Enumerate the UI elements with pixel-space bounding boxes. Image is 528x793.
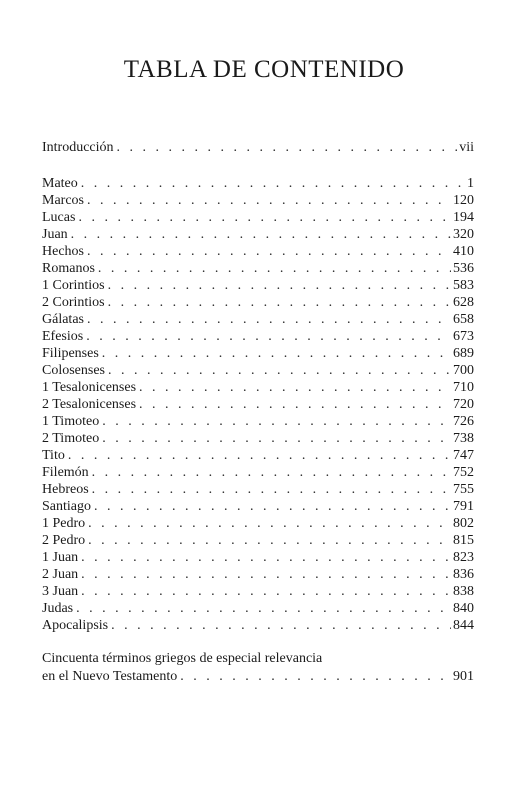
toc-entry-label: Apocalipsis <box>42 618 109 633</box>
toc-entry <box>42 379 474 396</box>
dot-leader <box>91 498 451 515</box>
dot-leader <box>105 362 451 379</box>
toc-entry-page: 844 <box>453 618 474 633</box>
toc-entry-page: 700 <box>453 363 474 378</box>
dot-leader <box>99 345 451 362</box>
toc-entry-introduccion <box>42 139 474 156</box>
toc-entry-page: 747 <box>453 448 474 463</box>
dot-leader <box>73 600 451 617</box>
toc-entry-label: Juan <box>42 227 68 242</box>
toc-entry-appendix <box>42 668 474 685</box>
toc-entry-page: 840 <box>453 601 474 616</box>
dot-leader <box>84 192 451 209</box>
dot-leader <box>108 617 451 634</box>
dot-leader <box>85 532 451 549</box>
toc-entry-label: Santiago <box>42 499 91 514</box>
appendix-title-line2: en el Nuevo Testamento <box>42 669 178 684</box>
toc-entry-label: Romanos <box>42 261 95 276</box>
dot-leader <box>105 277 451 294</box>
toc-entry <box>42 311 474 328</box>
dot-leader <box>95 260 451 277</box>
dot-leader <box>68 226 451 243</box>
toc-entry-page: 320 <box>453 227 474 242</box>
toc-entry <box>42 515 474 532</box>
toc-entry <box>42 396 474 413</box>
toc-entry <box>42 481 474 498</box>
dot-leader <box>99 413 451 430</box>
toc-entry-label: Filipenses <box>42 346 99 361</box>
toc-entry <box>42 532 474 549</box>
toc-entry-label: Introducción <box>42 140 114 155</box>
dot-leader <box>78 566 451 583</box>
toc-book-list <box>42 175 474 634</box>
dot-leader <box>83 328 451 345</box>
dot-leader <box>136 379 451 396</box>
dot-leader <box>65 447 451 464</box>
toc-entry-page: 583 <box>453 278 474 293</box>
dot-leader <box>89 464 451 481</box>
toc-entry-label: 2 Corintios <box>42 295 105 310</box>
toc-entry-label: Tito <box>42 448 65 463</box>
toc-entry-label: Mateo <box>42 176 78 191</box>
toc-entry-label: Gálatas <box>42 312 84 327</box>
dot-leader <box>78 175 465 192</box>
toc-entry-label: Judas <box>42 601 74 616</box>
toc-entry-page: vii <box>459 140 474 155</box>
toc-entry-label: 1 Corintios <box>42 278 105 293</box>
toc-entry-label: 2 Pedro <box>42 533 86 548</box>
toc-entry-label: Efesios <box>42 329 84 344</box>
toc-entry-page: 838 <box>453 584 474 599</box>
dot-leader <box>84 311 451 328</box>
toc-entry-label: Marcos <box>42 193 84 208</box>
dot-leader <box>75 209 451 226</box>
toc-entry-page: 658 <box>453 312 474 327</box>
dot-leader <box>78 549 451 566</box>
toc-entry-page: 536 <box>453 261 474 276</box>
toc-entry <box>42 600 474 617</box>
toc-entry-label: Filemón <box>42 465 89 480</box>
toc-entry-label: Hechos <box>42 244 84 259</box>
toc-entry-page: 628 <box>453 295 474 310</box>
toc-entry-page: 823 <box>453 550 474 565</box>
toc-entry-label: 2 Timoteo <box>42 431 100 446</box>
toc-entry <box>42 192 474 209</box>
toc-entry-page: 815 <box>453 533 474 548</box>
dot-leader <box>114 139 458 156</box>
toc-entry <box>42 464 474 481</box>
toc-entry-label: 1 Tesalonicenses <box>42 380 137 395</box>
toc-entry-page: 755 <box>453 482 474 497</box>
toc-entry <box>42 226 474 243</box>
toc-entry-label: 2 Juan <box>42 567 79 582</box>
toc-entry-page: 689 <box>453 346 474 361</box>
toc-entry <box>42 447 474 464</box>
toc-entry <box>42 362 474 379</box>
toc-entry <box>42 617 474 634</box>
toc-entry-page: 673 <box>453 329 474 344</box>
dot-leader <box>177 668 451 685</box>
toc-entry-page: 1 <box>467 176 474 191</box>
toc-entry <box>42 430 474 447</box>
toc-entry <box>42 498 474 515</box>
toc-entry-page: 410 <box>453 244 474 259</box>
toc-entry <box>42 175 474 192</box>
dot-leader <box>85 515 451 532</box>
toc-entry <box>42 566 474 583</box>
dot-leader <box>78 583 451 600</box>
toc-entry-page: 120 <box>453 193 474 208</box>
toc-entry-label: 3 Juan <box>42 584 79 599</box>
toc-entry-page: 752 <box>453 465 474 480</box>
toc-entry-label: 1 Pedro <box>42 516 86 531</box>
dot-leader <box>105 294 451 311</box>
toc-entry <box>42 260 474 277</box>
toc-entry <box>42 583 474 600</box>
toc-entry <box>42 294 474 311</box>
dot-leader <box>99 430 451 447</box>
toc-entry <box>42 209 474 226</box>
toc-entry-page: 738 <box>453 431 474 446</box>
toc-entry-page: 194 <box>453 210 474 225</box>
toc-entry-label: Hebreos <box>42 482 89 497</box>
toc-intro <box>42 139 474 156</box>
toc-appendix <box>42 650 474 685</box>
toc-entry <box>42 345 474 362</box>
toc-entry-label: 2 Tesalonicenses <box>42 397 137 412</box>
toc-entry-page: 836 <box>453 567 474 582</box>
toc-entry <box>42 277 474 294</box>
page-title: TABLA DE CONTENIDO <box>123 56 405 83</box>
toc-entry <box>42 549 474 566</box>
dot-leader <box>136 396 451 413</box>
toc-entry-page: 901 <box>453 669 474 684</box>
toc-entry-page: 802 <box>453 516 474 531</box>
toc-entry-page: 726 <box>453 414 474 429</box>
dot-leader <box>84 243 451 260</box>
toc-entry-label: Lucas <box>42 210 76 225</box>
toc-entry <box>42 413 474 430</box>
toc-entry-page: 710 <box>453 380 474 395</box>
toc-entry-page: 720 <box>453 397 474 412</box>
toc-entry-page: 791 <box>453 499 474 514</box>
toc-entry-label: Colosenses <box>42 363 105 378</box>
appendix-title-line1: Cincuenta términos griegos de especial relevancia <box>42 651 323 666</box>
toc-entry-label: 1 Juan <box>42 550 79 565</box>
toc-entry-label: 1 Timoteo <box>42 414 100 429</box>
toc-entry <box>42 328 474 345</box>
toc-entry <box>42 243 474 260</box>
dot-leader <box>89 481 451 498</box>
